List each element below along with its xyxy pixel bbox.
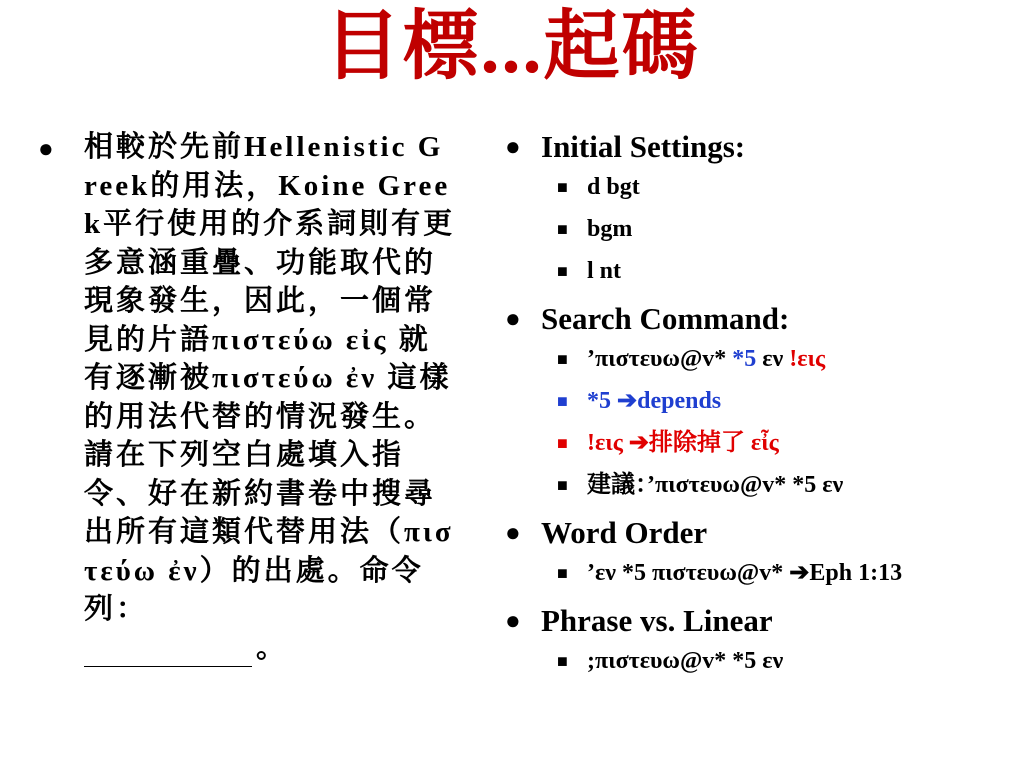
arrow-icon: ➔	[789, 560, 810, 586]
slide-title: 目標...起碼	[324, 5, 700, 89]
suggestion-item: ■ 建議：’πιστευω@v* *5 εν	[505, 464, 1020, 506]
phrase-linear-heading: ● Phrase vs. Linear	[505, 603, 773, 638]
search-command-item: ■ ’πιστευω@v* *5 εν !εις	[505, 338, 1020, 380]
setting-item: ■ l nt	[505, 250, 1020, 292]
wildcard-explanation: ■ *5 ➔depends	[505, 380, 1020, 422]
exclusion-explanation: ■ !εις ➔排除掉了 εἶς	[505, 422, 1020, 464]
square-bullet-icon: ■	[557, 475, 568, 495]
bullet-icon: ●	[505, 304, 521, 333]
square-bullet-icon: ■	[557, 391, 568, 411]
arrow-icon: ➔	[617, 388, 638, 414]
phrase-linear-item: ■ ;πιστευω@v* *5 εν	[505, 640, 1020, 682]
left-bullet: ●	[38, 134, 54, 163]
setting-item: ■ d bgt	[505, 166, 1020, 208]
word-order-heading: ● Word Order	[505, 515, 708, 550]
square-bullet-icon: ■	[557, 177, 568, 197]
left-column	[38, 128, 458, 667]
bullet-icon: ●	[505, 132, 521, 161]
bullet-icon: ●	[505, 606, 521, 635]
left-paragraph	[84, 128, 458, 667]
square-bullet-icon: ■	[557, 349, 568, 369]
square-bullet-icon: ■	[557, 433, 568, 453]
square-bullet-icon: ■	[557, 651, 568, 671]
word-order-item: ■ ’εν *5 πιστευω@v* ➔Eph 1:13	[505, 552, 1020, 594]
square-bullet-icon: ■	[557, 563, 568, 583]
bullet-icon: ●	[505, 518, 521, 547]
answer-blank	[84, 642, 252, 667]
square-bullet-icon: ■	[557, 261, 568, 281]
square-bullet-icon: ■	[557, 219, 568, 239]
arrow-icon: ➔	[628, 430, 649, 456]
initial-settings-heading: ● Initial Settings:	[505, 129, 746, 164]
left-paragraph-text: 相較於先前Hellenistic Greek的用法，Koine Greek平行使用的介系詞則有更多意涵重疊、功能取代的現象發生，因此，一個常見的片語πιστεύω εἰς 就有逐漸被πιστεύω ἐν 這樣的用法代替的情況發生。請在下列空白處填入指令、好在新約書卷中搜尋出所有這類代替用法（πιστεύω ἐν）的出處。命令列：	[84, 131, 456, 625]
search-command-heading: ● Search Command:	[505, 301, 790, 336]
setting-item: ■ bgm	[505, 208, 1020, 250]
right-column	[505, 128, 1020, 682]
blank-end: 。	[256, 631, 289, 664]
